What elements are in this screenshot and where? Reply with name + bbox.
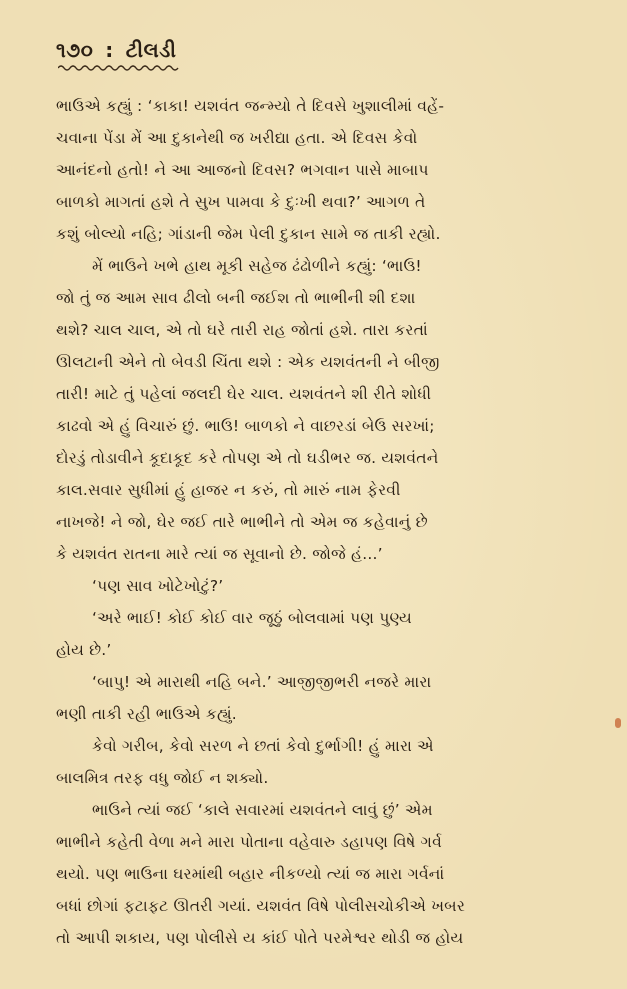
text-line: ‘પણ સાવ ખોટેખોટું?’ bbox=[92, 577, 224, 595]
text-line: દોરડું તોડાવીને કૂદાકૂદ કરે તોપણ એ તો ઘડીભર જ. યશવંતને bbox=[56, 449, 439, 467]
text-line: આનંદનો હતો! ને આ આજનો દિવસ? ભગવાન પાસે માબાપ bbox=[56, 161, 429, 179]
text-line: બાળકો માગતાં હશે તે સુખ પામવા કે દુઃખી થવા?’ આગળ તે bbox=[56, 193, 426, 211]
text-line: ભાભીને કહેતી વેળા મને મારા પોતાના વહેવારુ ડહાપણ વિષે ગર્વ bbox=[56, 833, 442, 851]
text-line: મેં ભાઉને ખભે હાથ મૂકી સહેજ ઢંઢોળીને કહ્યું: ‘ભાઉ! bbox=[92, 257, 422, 275]
text-line: થશે? ચાલ ચાલ, એ તો ઘરે તારી રાહ જોતાં હશે. તારા કરતાં bbox=[56, 321, 428, 339]
text-line: ‘બાપુ! એ મારાથી નહિ બને.’ આજીજીભરી નજરે મારા bbox=[92, 673, 432, 691]
chapter-title: ટીલડી bbox=[125, 38, 177, 62]
text-line: હોય છે.’ bbox=[56, 641, 112, 659]
text-line: ઊલટાની એને તો બેવડી ચિંતા થશે : એક યશવંતની ને બીજી bbox=[56, 353, 440, 371]
text-line: ભણી તાકી રહી ભાઉએ કહ્યું. bbox=[56, 705, 237, 723]
text-line: તો આપી શકાય, પણ પોલીસે ય કાંઈ પોતે પરમેશ્વર થોડી જ હોય bbox=[56, 929, 464, 947]
text-line: ‘અરે ભાઈ! કોઈ કોઈ વાર જૂઠું બોલવામાં પણ પુણ્ય bbox=[92, 609, 412, 627]
text-line: ભાઉએ કહ્યું : ‘કાકા! યશવંત જન્મ્યો તે દિવસે ખુશાલીમાં વહેં- bbox=[56, 97, 445, 115]
header-underline-ornament bbox=[58, 64, 180, 72]
text-line: ભાઉને ત્યાં જઈ ‘કાલે સવારમાં યશવંતને લાવું છું’ એમ bbox=[92, 801, 433, 819]
text-line: થયો. પણ ભાઉના ઘરમાંથી બહાર નીકળ્યો ત્યાં જ મારા ગર્વનાં bbox=[56, 865, 445, 883]
text-line: કાઢવો એ હું વિચારું છું. ભાઉ! બાળકો ને વાછરડાં બેઉ સરખાં; bbox=[56, 417, 435, 435]
text-line: કાલ.સવાર સુધીમાં હું હાજર ન કરું, તો મારું નામ ફેરવી bbox=[56, 481, 401, 499]
text-line: બાલમિત્ર તરફ વધુ જોઈ ન શક્યો. bbox=[56, 769, 269, 787]
text-line: બધાં છોગાં ફટાફટ ઊતરી ગયાં. યશવંત વિષે પોલીસચોકીએ ખબર bbox=[56, 897, 466, 915]
text-line: કે યશવંત રાતના મારે ત્યાં જ સૂવાનો છે. જોજે હં...’ bbox=[56, 545, 383, 563]
page-number: ૧૭૦ bbox=[56, 38, 94, 62]
text-line: જો તું જ આમ સાવ ઢીલો બની જઈશ તો ભાભીની શી દશા bbox=[56, 289, 416, 307]
text-line: નાખજે! ને જો, ઘેર જઈ તારે ભાભીને તો એમ જ કહેવાનું છે bbox=[56, 513, 428, 531]
page-header bbox=[56, 38, 601, 62]
text-line: કશું બોલ્યો નહિ; ગાંડાની જેમ પેલી દુકાન સામે જ તાકી રહ્યો. bbox=[56, 225, 441, 243]
margin-ink-mark bbox=[615, 718, 621, 728]
text-line: કેવો ગરીબ, કેવો સરળ ને છતાં કેવો દુર્ભાગી! હું મારા એ bbox=[92, 737, 434, 755]
text-line: તારી! માટે તું પહેલાં જલદી ઘેર ચાલ. યશવંતને શી રીતે શોધી bbox=[56, 385, 432, 403]
text-line: ચવાના પેંડા મેં આ દુકાનેથી જ ખરીદ્યા હતા. એ દિવસ કેવો bbox=[56, 129, 418, 147]
body-text bbox=[56, 90, 601, 954]
header-separator: : bbox=[105, 38, 114, 62]
